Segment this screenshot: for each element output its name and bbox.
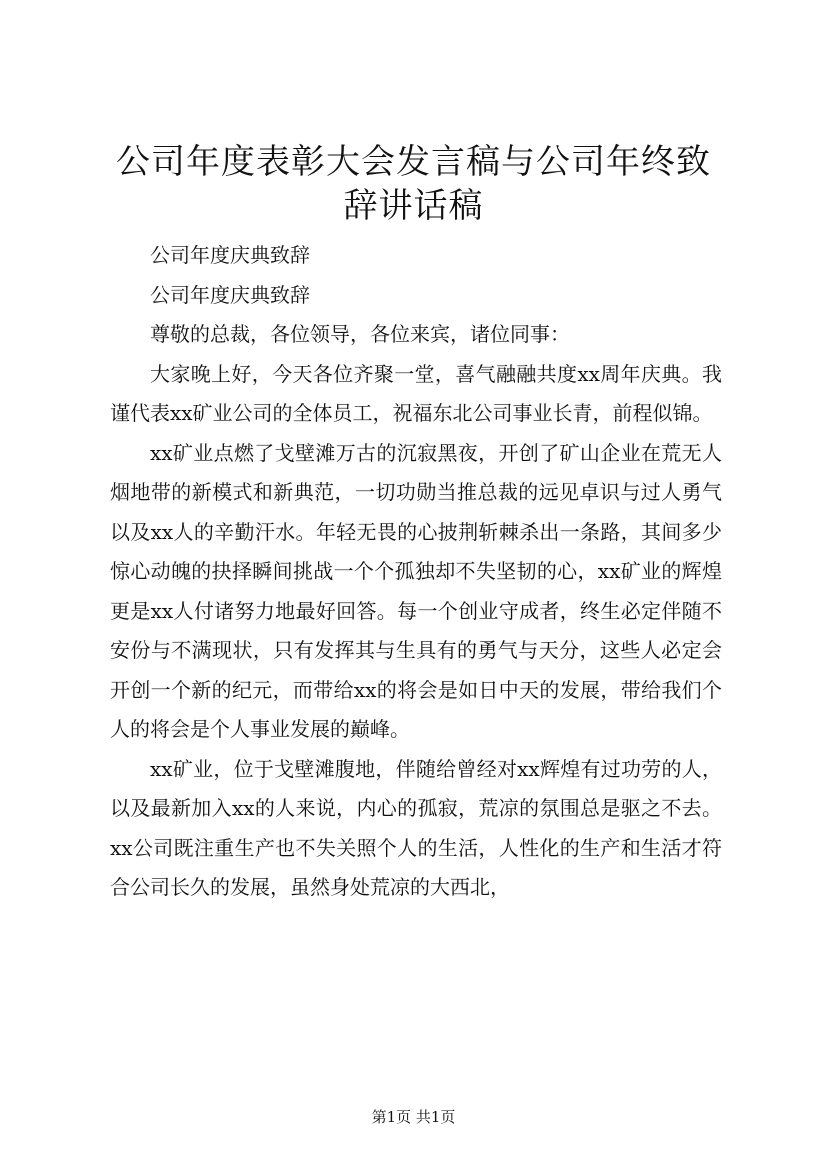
paragraph-location: xx矿业，位于戈壁滩腹地，伴随给曾经对xx辉煌有过功劳的人，以及最新加入xx的人来说，内心的孤寂，荒凉的氛围总是驱之不去。xx公司既注重生产也不失关照个人的生活，人性化的生产和生活才符合公司长久的发展，虽然身处荒凉的大西北， (110, 756, 722, 899)
paragraph-salutation: 尊敬的总裁，各位领导，各位来宾，诸位同事： (150, 322, 570, 346)
paragraph-greeting: 大家晚上好，今天各位齐聚一堂，喜气融融共度xx周年庆典。我谨代表xx矿业公司的全体员工，祝福东北公司事业长青，前程似锦。 (110, 361, 722, 425)
page-footer: 第1页 共1页 (371, 1108, 456, 1126)
paragraph-heading-1: 公司年度庆典致辞 (150, 243, 310, 267)
paragraph-heading-2: 公司年度庆典致辞 (150, 282, 310, 307)
document-body (110, 236, 722, 908)
document-title: 公司年度表彰大会发言稿与公司年终致辞讲话稿 (116, 142, 711, 226)
paragraph-history: xx矿业点燃了戈壁滩万古的沉寂黑夜，开创了矿山企业在荒无人烟地带的新模式和新典范，一切功勋当推总裁的远见卓识与过人勇气以及xx人的辛勤汗水。年轻无畏的心披荆斩棘杀出一条路，其间多少惊心动魄的抉择瞬间挑战一个个孤独却不失坚韧的心，xx矿业的辉煌更是xx人付诸努力地最好回答。每一个创业守成者，终生必定伴随不安份与不满现状，只有发挥其与生具有的勇气与天分，这些人必定会开创一个新的纪元，而带给xx的将会是如日中天的发展，带给我们个人的将会是个人事业发展的巅峰。 (110, 440, 722, 741)
